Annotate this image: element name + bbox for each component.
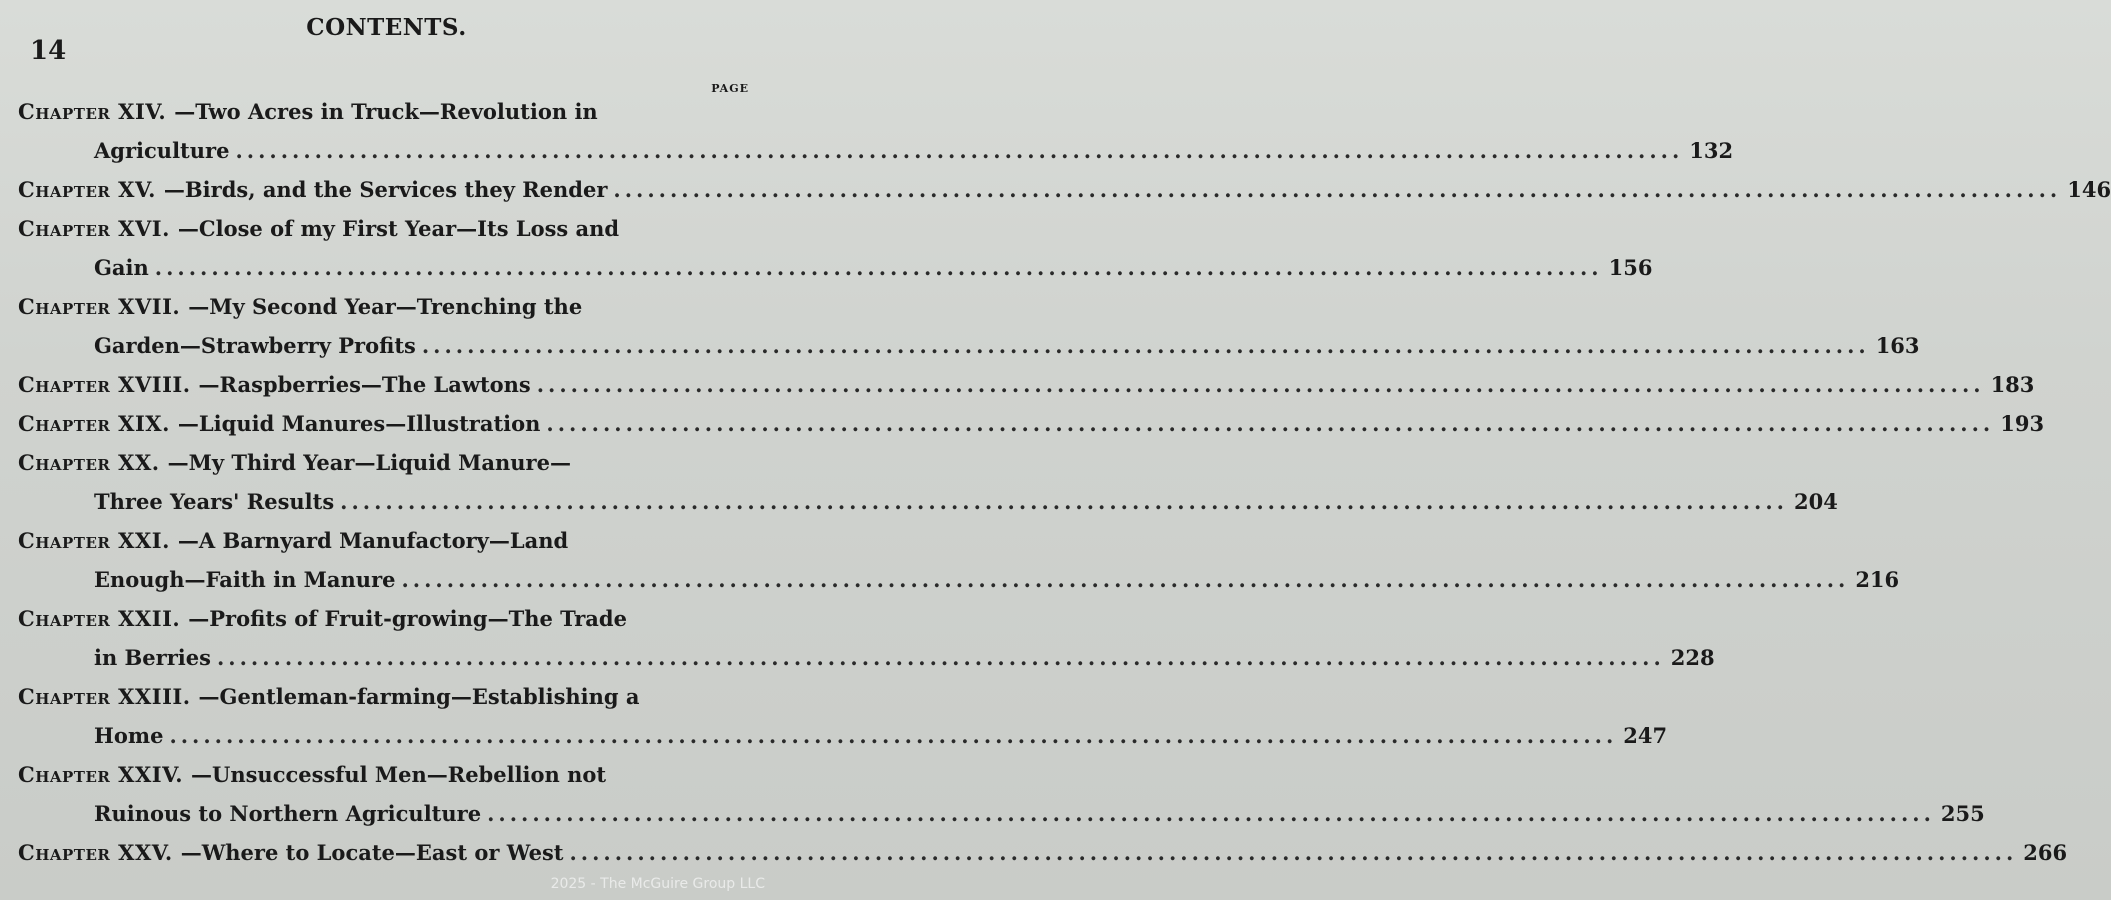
toc-entry-line [18,170,2111,209]
chapter-label: Chapter XXI. [18,528,170,553]
dot-leader [217,638,1665,677]
page-ref: 146 [2067,177,2111,202]
chapter-title: —Profits of Fruit-growing—The Trade [188,606,627,631]
chapter-label: Chapter XVII. [18,294,181,319]
chapter-label: Chapter XVIII. [18,372,191,397]
chapter-label: Chapter XIX. [18,411,170,436]
chapter-title-continued: Three Years' Results [94,489,335,514]
toc-entry [18,287,1920,365]
toc-entry [18,521,1900,599]
dot-leader [487,794,1935,833]
chapter-title: —My Third Year—Liquid Manure— [167,450,571,475]
dot-leader [340,482,1788,521]
toc-entry [18,92,1734,170]
page-ref: 193 [2000,411,2045,436]
toc-entry-line [18,755,751,794]
chapter-title: —My Second Year—Trenching the [188,294,583,319]
toc-entry-line [18,560,1900,599]
dot-leader [546,404,1994,443]
watermark: 2025 - The McGuire Group LLC [550,876,765,892]
toc-entry-line [18,365,2035,404]
chapter-title-continued: Gain [94,255,149,280]
page-ref: 247 [1623,723,1668,748]
toc-entry [18,365,2035,404]
page-ref: 204 [1793,489,1838,514]
chapter-title-continued: Enough—Faith in Manure [94,567,396,592]
dot-leader [155,248,1603,287]
toc-entry [18,170,2111,209]
chapter-title-continued: Home [94,723,164,748]
chapter-title: —Close of my First Year—Its Loss and [177,216,620,241]
chapter-title: —Raspberries—The Lawtons [198,372,531,397]
running-title: CONTENTS. [306,14,467,41]
toc-entry-line [18,443,751,482]
dot-leader [613,170,2061,209]
chapter-title: —Two Acres in Truck—Revolution in [174,99,598,124]
toc-entry [18,833,2068,872]
toc-entry-line [18,326,1920,365]
chapter-title: —Birds, and the Services they Render [163,177,608,202]
chapter-title: —Where to Locate—East or West [180,840,564,865]
chapter-title-continued: in Berries [94,645,211,670]
toc-entry-line [18,599,751,638]
toc-entry-line [18,482,1838,521]
dot-leader [422,326,1870,365]
toc-entry [18,677,1668,755]
chapter-label: Chapter XXIII. [18,684,191,709]
page-ref: 255 [1940,801,1985,826]
chapter-label: Chapter XXV. [18,840,173,865]
page-ref: 266 [2023,840,2068,865]
chapter-label: Chapter XXII. [18,606,181,631]
toc-entry-line [18,521,751,560]
toc-entry [18,755,1985,833]
chapter-label: Chapter XV. [18,177,156,202]
chapter-label: Chapter XIV. [18,99,167,124]
toc-entry-line [18,209,751,248]
toc-entry-line [18,404,2045,443]
page-ref: 216 [1855,567,1900,592]
toc-entry-line [18,677,751,716]
chapter-label: Chapter XVI. [18,216,170,241]
page-ref: 228 [1670,645,1715,670]
toc-entry [18,443,1838,521]
toc-entry-line [18,794,1985,833]
toc-entry-line [18,638,1715,677]
page-column-label: PAGE [711,82,749,95]
toc-entry-line [18,131,1734,170]
page-ref: 156 [1608,255,1653,280]
page-number: 14 [30,36,67,66]
page-ref: 163 [1875,333,1920,358]
dot-leader [169,716,1617,755]
dot-leader [569,833,2017,872]
toc-entry-line [18,287,751,326]
page-ref: 183 [1990,372,2035,397]
chapter-label: Chapter XX. [18,450,160,475]
toc-entry-line [18,248,1653,287]
chapter-title: —Gentleman-farming—Establishing a [198,684,640,709]
table-of-contents [18,92,2111,872]
running-head [0,12,773,66]
toc-entry-line [18,92,751,131]
chapter-title-continued: Agriculture [94,138,230,163]
chapter-title-continued: Ruinous to Northern Agriculture [94,801,482,826]
chapter-title: —Unsuccessful Men—Rebellion not [191,762,607,787]
toc-entry [18,599,1715,677]
chapter-title: —Liquid Manures—Illustration [177,411,541,436]
dot-leader [402,560,1850,599]
dot-leader [235,131,1683,170]
chapter-title-continued: Garden—Strawberry Profits [94,333,416,358]
chapter-title: —A Barnyard Manufactory—Land [177,528,569,553]
page-ref: 132 [1689,138,1734,163]
toc-entry [18,404,2045,443]
toc-entry-line [18,833,2068,872]
dot-leader [537,365,1985,404]
toc-entry [18,209,1653,287]
chapter-label: Chapter XXIV. [18,762,184,787]
toc-entry-line [18,716,1668,755]
